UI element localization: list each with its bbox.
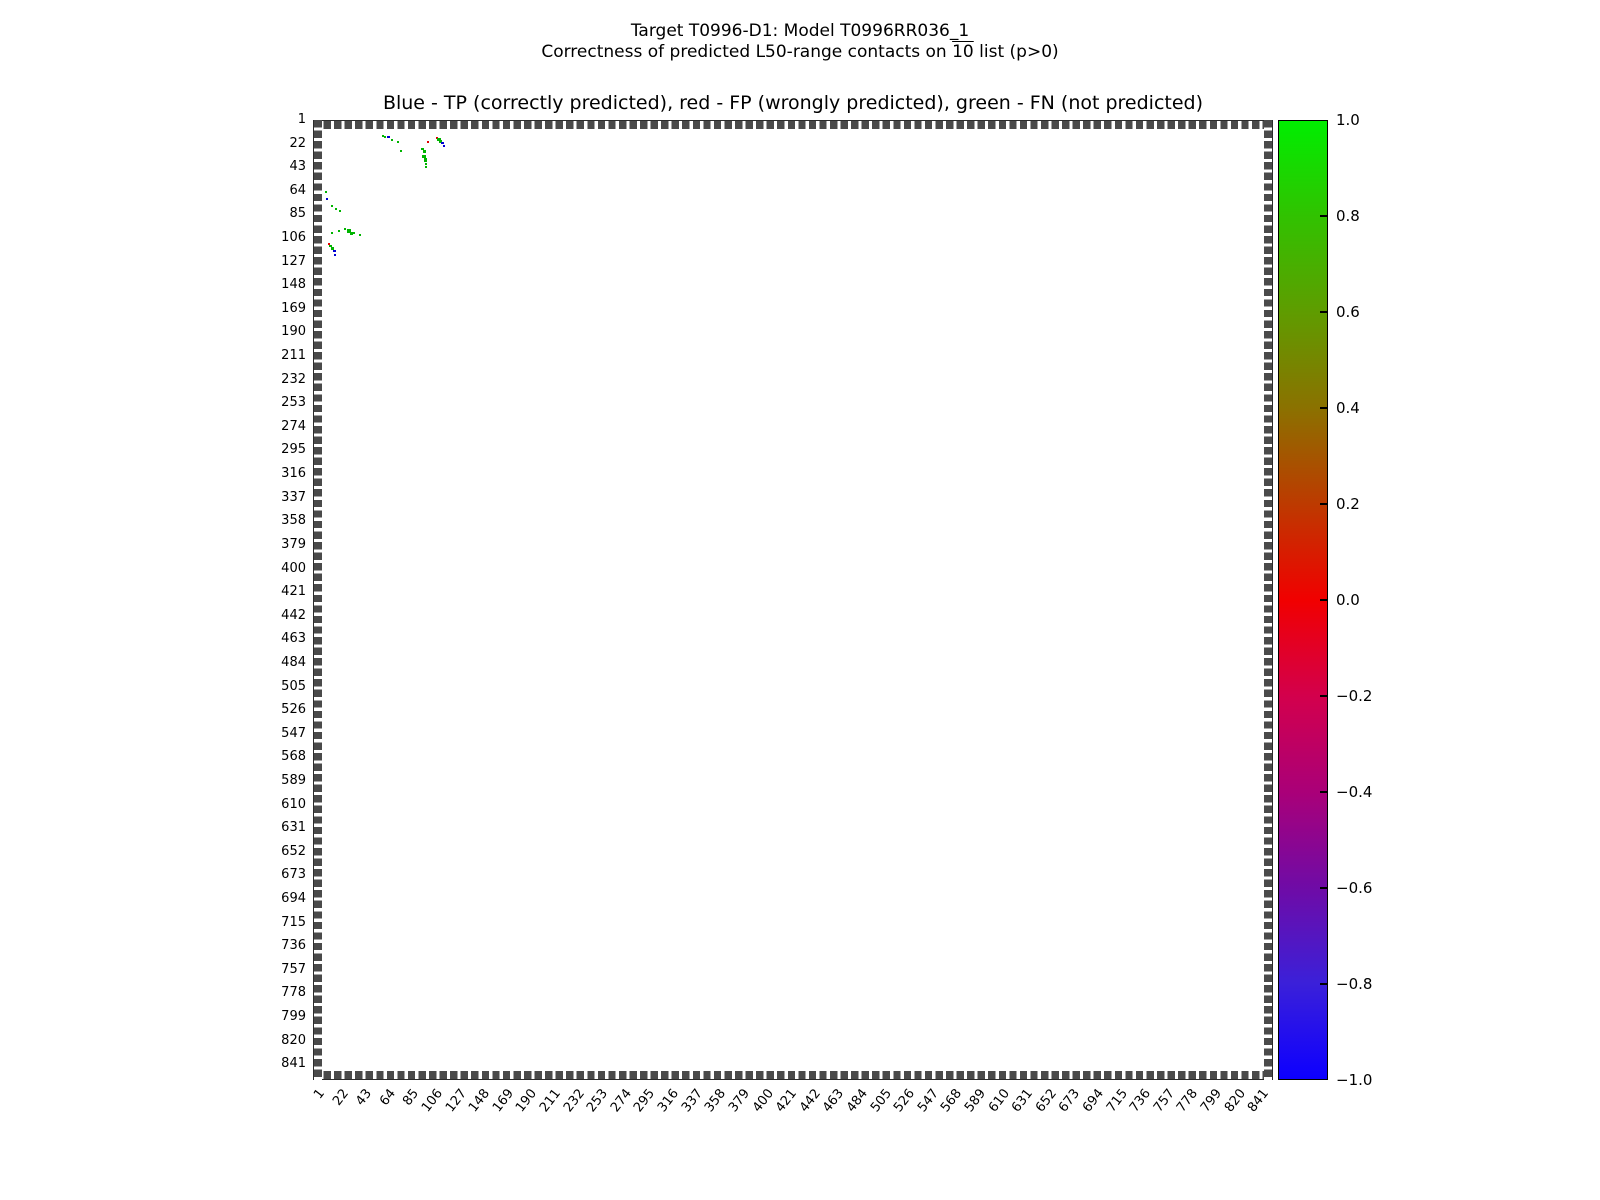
- x-tick-label: 484: [843, 1086, 871, 1116]
- x-tick-label: 610: [985, 1086, 1013, 1116]
- colorbar-tick-mark: [1320, 599, 1327, 601]
- contact-point-fn: [353, 232, 355, 234]
- colorbar-tick-label: 1.0: [1336, 111, 1360, 129]
- contact-point-fn: [425, 163, 427, 165]
- contact-point-tp: [387, 136, 390, 138]
- contact-point-fn: [331, 205, 333, 207]
- colorbar-tick-mark: [1320, 407, 1327, 409]
- y-tick-label: 127: [281, 253, 306, 269]
- y-tick-label: 631: [281, 820, 306, 836]
- x-tick-label: 190: [513, 1086, 541, 1116]
- y-tick-label: 757: [281, 961, 306, 977]
- y-tick-label: 211: [281, 348, 306, 364]
- y-tick-label: 505: [281, 678, 306, 694]
- y-tick-label: 589: [281, 772, 306, 788]
- colorbar-tick-label: 0.6: [1336, 303, 1360, 321]
- figure-title-line2-overline: 10: [952, 42, 974, 62]
- colorbar-tick-mark: [1320, 503, 1327, 505]
- colorbar-tick-label: 0.8: [1336, 207, 1360, 225]
- y-tick-label: 421: [281, 584, 306, 600]
- y-tick-label: 610: [281, 796, 306, 812]
- y-tick-label: 484: [281, 654, 306, 670]
- y-tick-label: 64: [289, 182, 306, 198]
- y-tick-label: 820: [281, 1032, 306, 1048]
- y-tick-label: 85: [289, 206, 306, 222]
- colorbar-tick-label: −0.8: [1336, 975, 1373, 993]
- y-tick-label: 778: [281, 985, 306, 1001]
- colorbar-tick-mark: [1320, 983, 1327, 985]
- colorbar-tick-label: 0.4: [1336, 399, 1360, 417]
- x-tick-label: 1: [311, 1086, 329, 1103]
- x-tick-label: 127: [442, 1086, 470, 1116]
- x-tick-label: 148: [466, 1086, 494, 1116]
- contact-point-fn: [331, 232, 333, 234]
- colorbar-tick-mark: [1320, 215, 1327, 217]
- figure-title-line2-prefix: Correctness of predicted L50-range contacts on: [541, 42, 953, 62]
- x-tick-label: 568: [938, 1086, 966, 1116]
- contact-point-fn: [400, 150, 402, 152]
- x-tick-label: 442: [796, 1086, 824, 1116]
- x-tick-label: 337: [678, 1086, 706, 1116]
- x-tick-label: 820: [1221, 1086, 1249, 1116]
- figure-title-line2: [0, 42, 1600, 63]
- contact-point-fn: [338, 230, 340, 232]
- x-tick-label: 274: [607, 1086, 635, 1116]
- colorbar-tick-mark: [1320, 695, 1327, 697]
- y-tick-label: 694: [281, 891, 306, 907]
- y-tick-label: 232: [281, 371, 306, 387]
- contact-point-fn: [391, 139, 393, 141]
- x-tick-label: 85: [400, 1086, 423, 1109]
- contact-point-fn: [339, 210, 341, 212]
- x-tick-label: 421: [773, 1086, 801, 1116]
- x-tick-label: 463: [820, 1086, 848, 1116]
- contact-point-fn: [325, 191, 327, 193]
- y-tick-label: 463: [281, 631, 306, 647]
- x-tick-label: 652: [1032, 1086, 1060, 1116]
- x-tick-label: 778: [1174, 1086, 1202, 1116]
- axes-title: Blue - TP (correctly predicted), red - FP (wrongly predicted), green - FN (not predicted): [382, 92, 1204, 114]
- y-tick-label: 169: [281, 300, 306, 316]
- x-tick-label: 106: [418, 1086, 447, 1116]
- contact-point-fp: [427, 141, 429, 143]
- x-tick-label: 358: [702, 1086, 730, 1116]
- x-tick-label: 316: [655, 1086, 683, 1116]
- figure-title-line2-suffix: list (p>0): [973, 42, 1059, 62]
- y-tick-label: 274: [281, 418, 306, 434]
- y-tick-label: 148: [281, 277, 306, 293]
- figure-title: [0, 21, 1600, 63]
- y-tick-label: 652: [281, 843, 306, 859]
- x-tick-label: 799: [1197, 1086, 1226, 1116]
- y-tick-label: 526: [281, 702, 306, 718]
- y-tick-label: 1: [297, 112, 306, 127]
- contact-map-plot: [313, 120, 1273, 1080]
- x-tick-label: 43: [353, 1086, 376, 1109]
- colorbar-tick-label: −0.2: [1336, 687, 1373, 705]
- x-tick-label: 232: [560, 1086, 588, 1116]
- x-tick-label: 631: [1009, 1086, 1037, 1116]
- colorbar-tick-label: −1.0: [1336, 1071, 1373, 1089]
- x-tick-label: 64: [376, 1086, 399, 1109]
- y-tick-label: 337: [281, 489, 306, 505]
- y-tick-label: 22: [289, 135, 306, 151]
- contact-point-fn: [397, 141, 399, 143]
- x-tick-label: 211: [536, 1086, 565, 1116]
- x-tick-label: 253: [584, 1086, 612, 1116]
- contact-point-tp: [443, 145, 445, 147]
- x-tick-label: 400: [749, 1086, 777, 1116]
- x-tick-label: 295: [631, 1086, 659, 1116]
- contact-point-tp: [334, 254, 336, 256]
- colorbar-tick-label: −0.4: [1336, 783, 1373, 801]
- y-tick-label: 673: [281, 867, 306, 883]
- contact-points-layer: [313, 120, 1273, 1080]
- y-tick-label: 316: [281, 466, 306, 482]
- x-tick-label: 757: [1150, 1086, 1178, 1116]
- colorbar-tick-label: 0.0: [1336, 591, 1360, 609]
- colorbar-tick-mark: [1320, 791, 1327, 793]
- y-tick-label: 379: [281, 536, 306, 552]
- x-tick-label: 526: [891, 1086, 919, 1116]
- y-tick-label: 253: [281, 395, 306, 411]
- y-tick-label: 799: [281, 1009, 306, 1025]
- x-tick-label: 379: [725, 1086, 753, 1116]
- x-tick-label: 715: [1103, 1086, 1131, 1116]
- y-tick-label: 190: [281, 324, 306, 340]
- x-tick-label: 673: [1056, 1086, 1084, 1116]
- contact-point-fn: [423, 150, 426, 153]
- colorbar-tick-label: −0.6: [1336, 879, 1373, 897]
- figure-title-line1: Target T0996-D1: Model T0996RR036_1: [630, 21, 970, 41]
- y-tick-label: 358: [281, 513, 306, 529]
- x-tick-label: 841: [1245, 1086, 1273, 1116]
- contact-point-tp: [326, 198, 328, 200]
- contact-point-fn: [425, 166, 427, 168]
- y-tick-label: 400: [281, 560, 306, 576]
- x-tick-label: 736: [1127, 1086, 1155, 1116]
- y-tick-label: 568: [281, 749, 306, 765]
- contact-point-fn: [424, 158, 427, 162]
- x-tick-label: 169: [489, 1086, 517, 1116]
- contact-point-fn: [384, 136, 386, 138]
- colorbar-tick-mark: [1320, 887, 1327, 889]
- y-tick-label: 442: [281, 607, 306, 623]
- colorbar-tick-mark: [1320, 311, 1327, 313]
- y-tick-label: 106: [281, 230, 306, 246]
- x-tick-label: 589: [961, 1086, 990, 1116]
- x-tick-label: 694: [1079, 1086, 1108, 1116]
- y-tick-label: 295: [281, 442, 306, 458]
- contact-point-fn: [359, 234, 361, 236]
- contact-point-fn: [335, 208, 337, 210]
- y-tick-label: 715: [281, 914, 306, 930]
- contact-point-tp: [333, 250, 336, 252]
- x-tick-label: 505: [867, 1086, 895, 1116]
- y-tick-label: 547: [281, 725, 306, 741]
- y-tick-label: 736: [281, 938, 306, 954]
- x-tick-label: 22: [329, 1086, 352, 1109]
- y-tick-label: 43: [289, 159, 306, 175]
- colorbar-tick-label: 0.2: [1336, 495, 1360, 513]
- x-tick-label: 547: [914, 1086, 942, 1116]
- y-tick-label: 841: [281, 1056, 306, 1072]
